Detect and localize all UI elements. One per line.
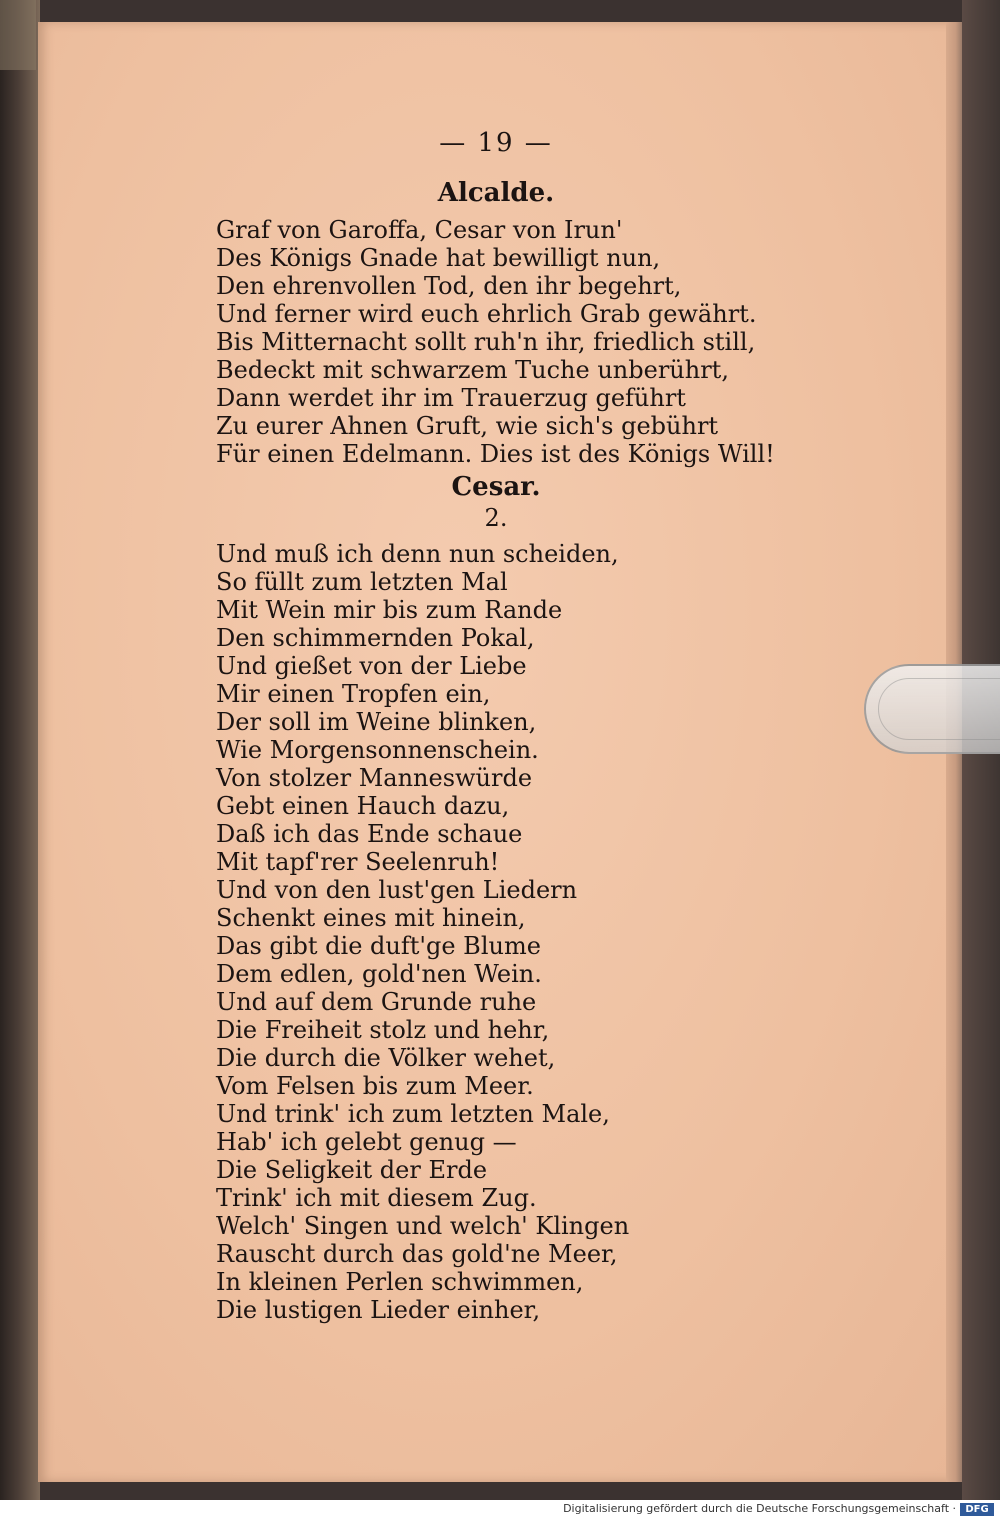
verse-line: So füllt zum letzten Mal — [216, 568, 508, 596]
speaker-cesar: Cesar. — [451, 472, 541, 502]
footer-credit: Digitalisierung gefördert durch die Deutsche Forschungsgemeinschaft · — [563, 1502, 956, 1515]
verse-line: Dem edlen, gold'nen Wein. — [216, 960, 542, 988]
verse-line: Die Seligkeit der Erde — [216, 1156, 488, 1184]
verse-line: Mit Wein mir bis zum Rande — [216, 596, 563, 624]
footer-bar — [0, 1500, 1000, 1519]
verse-line: Die lustigen Lieder einher, — [216, 1296, 541, 1324]
verse-line: Und gießet von der Liebe — [216, 652, 527, 680]
alcalde-verse — [216, 216, 775, 468]
verse-line: Bedeckt mit schwarzem Tuche unberührt, — [216, 356, 729, 384]
verse-line: Und trink' ich zum letzten Male, — [216, 1100, 610, 1128]
verse-line: Gebt einen Hauch dazu, — [216, 792, 510, 820]
verse-line: Die durch die Völker wehet, — [216, 1044, 556, 1072]
verse-line: Schenkt eines mit hinein, — [216, 904, 526, 932]
verse-line: Der soll im Weine blinken, — [216, 708, 537, 736]
verse-line: Das gibt die duft'ge Blume — [216, 932, 541, 960]
verse-line: Daß ich das Ende schaue — [216, 820, 523, 848]
dfg-logo: DFG — [960, 1503, 994, 1516]
verse-line: Für einen Edelmann. Dies ist des Königs Will! — [216, 440, 775, 468]
verse-line: Und auf dem Grunde ruhe — [216, 988, 537, 1016]
page-clip-icon — [864, 664, 1000, 754]
verse-line: Vom Felsen bis zum Meer. — [216, 1072, 534, 1100]
page-clip-inner — [878, 678, 1000, 740]
verse-line: Und von den lust'gen Liedern — [216, 876, 578, 904]
verse-line: Den ehrenvollen Tod, den ihr begehrt, — [216, 272, 682, 300]
speaker-alcalde: Alcalde. — [437, 178, 555, 208]
verse-line: Hab' ich gelebt genug — — [216, 1128, 517, 1156]
verse-line: Mir einen Tropfen ein, — [216, 680, 491, 708]
verse-line: Trink' ich mit diesem Zug. — [216, 1184, 537, 1212]
verse-line: In kleinen Perlen schwimmen, — [216, 1268, 584, 1296]
verse-line: Von stolzer Manneswürde — [216, 764, 533, 792]
verse-line: Und muß ich denn nun scheiden, — [216, 540, 619, 568]
binding-stain — [0, 0, 36, 70]
verse-line: Wie Morgensonnenschein. — [216, 736, 539, 764]
verse-line: Rauscht durch das gold'ne Meer, — [216, 1240, 618, 1268]
verse-line: Graf von Garoffa, Cesar von Irun' — [216, 216, 623, 244]
verse-line: Den schimmernden Pokal, — [216, 624, 535, 652]
page-number: — 19 — — [439, 128, 553, 158]
cesar-verse — [216, 540, 629, 1324]
verse-line: Bis Mitternacht sollt ruh'n ihr, friedlich still, — [216, 328, 756, 356]
verse-line: Dann werdet ihr im Trauerzug geführt — [216, 384, 686, 412]
verse-line: Des Königs Gnade hat bewilligt nun, — [216, 244, 661, 272]
left-book-binding — [0, 0, 40, 1500]
verse-line: Welch' Singen und welch' Klingen — [216, 1212, 630, 1240]
verse-line: Zu eurer Ahnen Gruft, wie sich's gebührt — [216, 412, 719, 440]
verse-line: Und ferner wird euch ehrlich Grab gewährt. — [216, 300, 757, 328]
verse-line: Mit tapf'rer Seelenruh! — [216, 848, 500, 876]
stanza-number: 2. — [484, 504, 508, 532]
verse-line: Die Freiheit stolz und hehr, — [216, 1016, 550, 1044]
